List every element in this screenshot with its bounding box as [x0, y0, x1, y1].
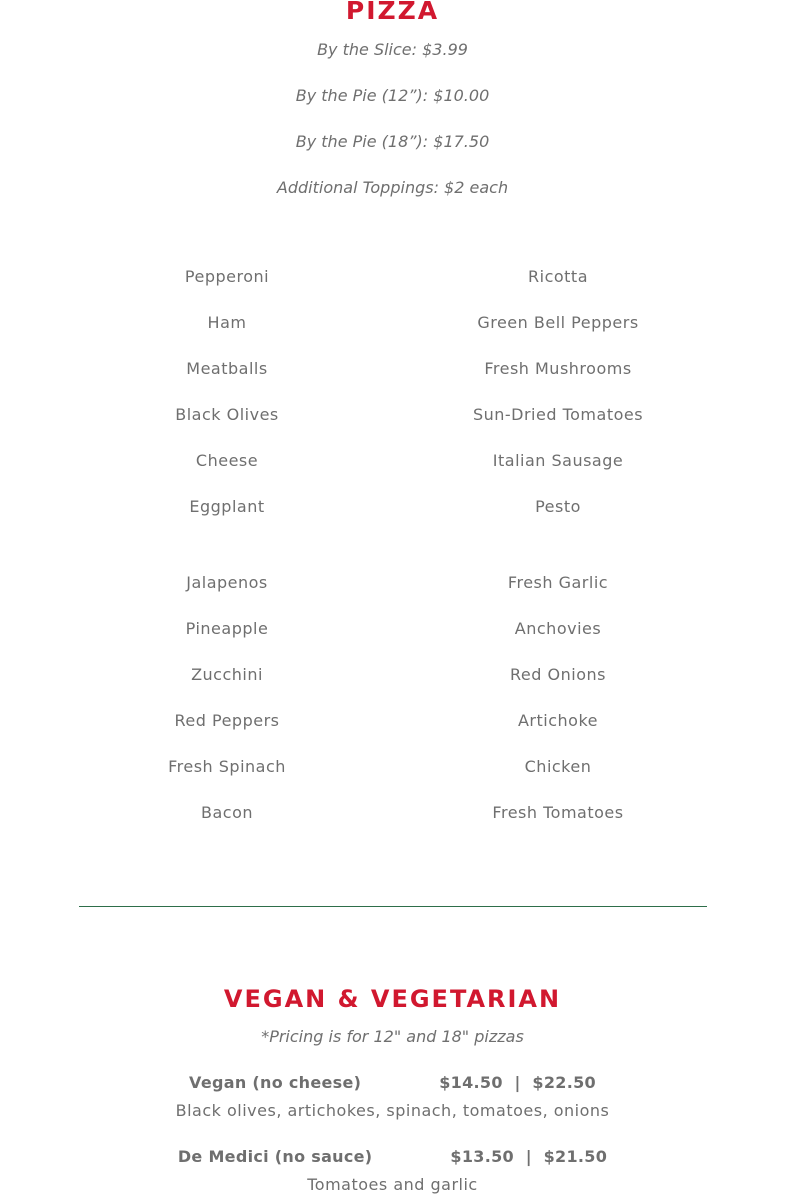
topping-item: Anchovies — [514, 619, 602, 638]
topping-item: Fresh Tomatoes — [492, 803, 624, 822]
topping-item: Italian Sausage — [492, 451, 624, 470]
price-pie-12: By the Pie (12”): $10.00 — [295, 86, 490, 105]
menu-item-name: Vegan (no cheese) — [189, 1073, 362, 1092]
section-divider — [79, 906, 707, 907]
topping-item: Green Bell Peppers — [477, 313, 639, 332]
menu-item-vegan — [0, 1073, 785, 1092]
topping-item: Zucchini — [191, 665, 263, 684]
topping-item: Sun-Dried Tomatoes — [472, 405, 644, 424]
topping-item: Jalapenos — [186, 573, 268, 592]
menu-item-price: $13.50 | $21.50 — [450, 1147, 608, 1166]
toppings-list-left-2 — [67, 571, 387, 847]
topping-item: Eggplant — [189, 497, 265, 516]
topping-item: Bacon — [200, 803, 253, 822]
topping-item: Pepperoni — [184, 267, 270, 286]
topping-item: Ham — [207, 313, 247, 332]
topping-item: Fresh Garlic — [507, 573, 609, 592]
topping-item: Fresh Spinach — [168, 757, 286, 776]
topping-item: Pineapple — [185, 619, 269, 638]
topping-item: Red Peppers — [174, 711, 280, 730]
menu-item-description: Black olives, artichokes, spinach, tomatoes, onions — [175, 1101, 610, 1120]
toppings-list-right-2 — [398, 571, 718, 847]
toppings-list-right-1 — [398, 265, 718, 541]
topping-item: Fresh Mushrooms — [484, 359, 632, 378]
topping-item: Pesto — [535, 497, 581, 516]
vegan-pricing-note: *Pricing is for 12" and 18" pizzas — [261, 1027, 524, 1046]
topping-item: Red Onions — [510, 665, 606, 684]
menu-item-name: De Medici (no sauce) — [177, 1147, 373, 1166]
price-additional-toppings: Additional Toppings: $2 each — [276, 178, 509, 197]
price-pie-18: By the Pie (18”): $17.50 — [295, 132, 490, 151]
topping-item: Ricotta — [528, 267, 588, 286]
menu-item-de-medici — [0, 1147, 785, 1166]
topping-item: Meatballs — [186, 359, 268, 378]
topping-item: Cheese — [195, 451, 259, 470]
menu-item-description: Tomatoes and garlic — [307, 1175, 478, 1194]
topping-item: Artichoke — [517, 711, 598, 730]
topping-item: Black Olives — [175, 405, 279, 424]
pizza-section-title: PIZZA — [345, 0, 440, 25]
toppings-list-left-1 — [67, 265, 387, 541]
topping-item: Chicken — [524, 757, 592, 776]
vegan-section-title: VEGAN & VEGETARIAN — [223, 985, 562, 1013]
menu-item-price: $14.50 | $22.50 — [439, 1073, 596, 1092]
price-by-slice: By the Slice: $3.99 — [317, 40, 468, 59]
